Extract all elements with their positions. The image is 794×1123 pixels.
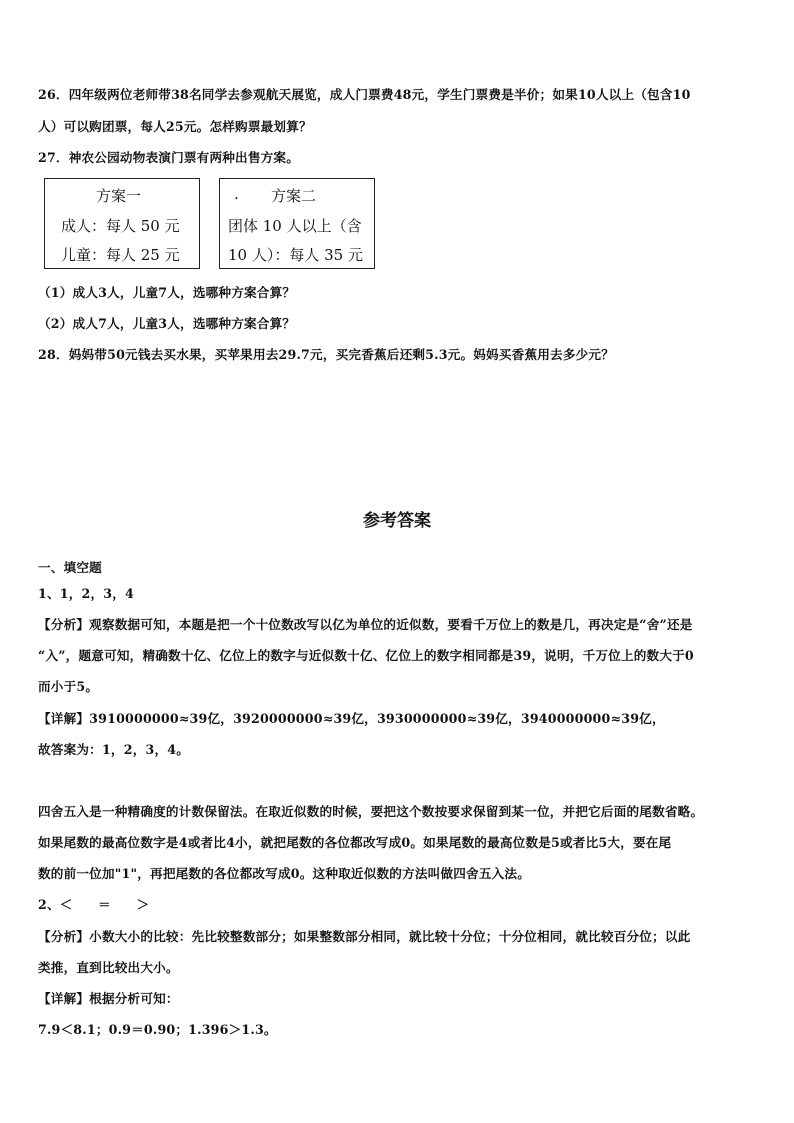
question-27-sub-1: （1）成人3人，儿童7人，选哪种方案合算？ [38, 285, 296, 300]
plan-two-group-rule: 团体 10 人以上（含 [228, 217, 362, 235]
answer-2-analysis-2: 类推，直到比较出大小。 [38, 960, 179, 975]
answer-2-detail: 【详解】根据分析可知： [38, 991, 179, 1006]
answer-1-result: 故答案为：1，2，3，4。 [38, 742, 189, 757]
answer-1-analysis-2: “入”，题意可知，精确数十亿、亿位上的数字与近似数十亿、亿位上的数字相同都是39，说明，千万位上的数大于0 [38, 648, 694, 663]
answer-1-detail: 【详解】3910000000≈39亿，3920000000≈39亿，3930000000≈39亿，3940000000≈39亿， [38, 711, 665, 726]
question-27-intro: 27．神农公园动物表演门票有两种出售方案。 [38, 150, 300, 165]
question-28: 28．妈妈带50元钱去买水果，买苹果用去29.7元，买完香蕉后还剩5.3元。妈妈买香蕉用去多少元？ [38, 347, 614, 362]
plan-two-group-price: 10 人）：每人 35 元 [228, 246, 363, 264]
answer-2-head: 2、＜ ＝ ＞ [38, 897, 150, 912]
answer-2-result: 7.9＜8.1；0.9＝0.90；1.396＞1.3。 [38, 1022, 277, 1037]
plan-two-title: 方案二 [271, 187, 317, 205]
section-fill-blank: 一、填空题 [38, 560, 102, 575]
plan-two-box [219, 178, 375, 269]
question-27-sub-2: （2）成人7人，儿童3人，选哪种方案合算？ [38, 316, 296, 331]
plan-one-child-price: 儿童：每人 25 元 [61, 246, 180, 264]
answer-1-note-1: 四舍五入是一种精确度的计数保留法。在取近似数的时候，要把这个数按要求保留到某一位，并把它后面的尾数省略。 [38, 804, 704, 819]
plan-one-title: 方案一 [96, 187, 142, 205]
answer-1-note-3: 数的前一位加"1"，再把尾数的各位都改写成0。这种取近似数的方法叫做四舍五入法。 [38, 866, 531, 881]
answer-1-analysis-1: 【分析】观察数据可知，本题是把一个十位数改写以亿为单位的近似数，要看千万位上的数是几，再决定是“舍”还是 [38, 617, 693, 632]
question-26-line-1: 26．四年级两位老师带38名同学去参观航天展览，成人门票费48元，学生门票费是半价；如果10人以上（包含10 [38, 87, 691, 102]
answer-1-head: 1、1，2，3，4 [38, 586, 134, 601]
plan-one-box [44, 178, 200, 269]
answer-2-analysis-1: 【分析】小数大小的比较：先比较整数部分；如果整数部分相同，就比较十分位；十分位相同，就比较百分位；以此 [38, 929, 691, 944]
answers-title: 参考答案 [363, 511, 431, 531]
answer-1-analysis-3: 而小于5。 [38, 679, 99, 694]
plan-one-adult-price: 成人：每人 50 元 [61, 217, 180, 235]
scan-speck: · [234, 189, 239, 207]
question-26-line-2: 人）可以购团票，每人25元。怎样购票最划算？ [38, 119, 312, 134]
answer-1-note-2: 如果尾数的最高位数字是4或者比4小，就把尾数的各位都改写成0。如果尾数的最高位数是5或者比5大，要在尾 [38, 835, 672, 850]
